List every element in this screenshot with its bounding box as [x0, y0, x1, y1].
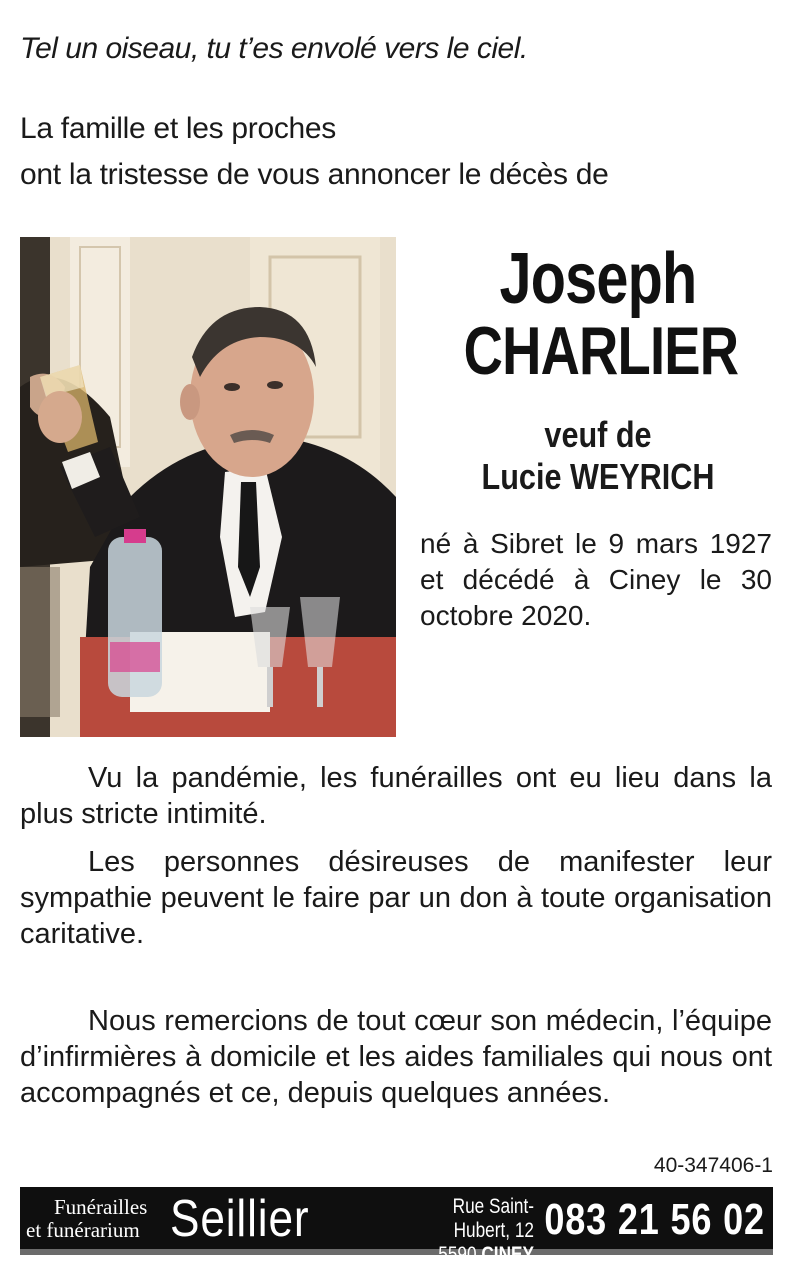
- spouse-prefix: veuf de: [544, 414, 652, 455]
- deceased-first-name: Joseph: [499, 239, 697, 319]
- spouse-name: Lucie WEYRICH: [481, 456, 715, 497]
- intro-line-2: ont la tristesse de vous annoncer le décès de: [20, 158, 609, 191]
- phone-number: 083 21 56 02: [544, 1195, 765, 1244]
- paragraph-text: Les personnes désireuses de manifester leur sympathie peuvent le faire par un don à toute organisation caritative.: [20, 846, 772, 950]
- paragraph-text: Vu la pandémie, les funérailles ont eu lieu dans la plus stricte intimité.: [20, 762, 772, 830]
- deceased-last-name: CHARLIER: [463, 313, 739, 389]
- paragraph-pandemic: [20, 760, 772, 832]
- services-line-1: Funérailles: [54, 1195, 148, 1219]
- funeral-home-banner: [20, 1187, 773, 1266]
- address-street: Rue Saint-Hubert, 12: [452, 1195, 534, 1242]
- portrait-photo: [20, 237, 396, 737]
- paragraph-thanks: [20, 1003, 772, 1111]
- paragraph-text: Nous remercions de tout cœur son médecin, l’équipe d’infirmières à domicile et les aides familiales qui nous ont accompagnés et ce, depuis quelques années.: [20, 1005, 772, 1109]
- address: [400, 1195, 534, 1267]
- tagline: Tel un oiseau, tu t’es envolé vers le ciel.: [20, 32, 528, 65]
- funeral-home-name: Seillier: [170, 1190, 310, 1248]
- services-line-2: et funérarium: [26, 1218, 140, 1242]
- address-city: CINEY: [481, 1243, 534, 1266]
- intro-line-1: La famille et les proches: [20, 112, 336, 145]
- birth-death-dates: né à Sibret le 9 mars 1927 et décédé à Ciney le 30 octobre 2020.: [420, 528, 772, 631]
- address-city-line: [400, 1243, 534, 1267]
- reference-number: 40-347406-1: [653, 1154, 773, 1177]
- paragraph-donation: [20, 844, 772, 952]
- address-postcode: 5590: [438, 1243, 477, 1266]
